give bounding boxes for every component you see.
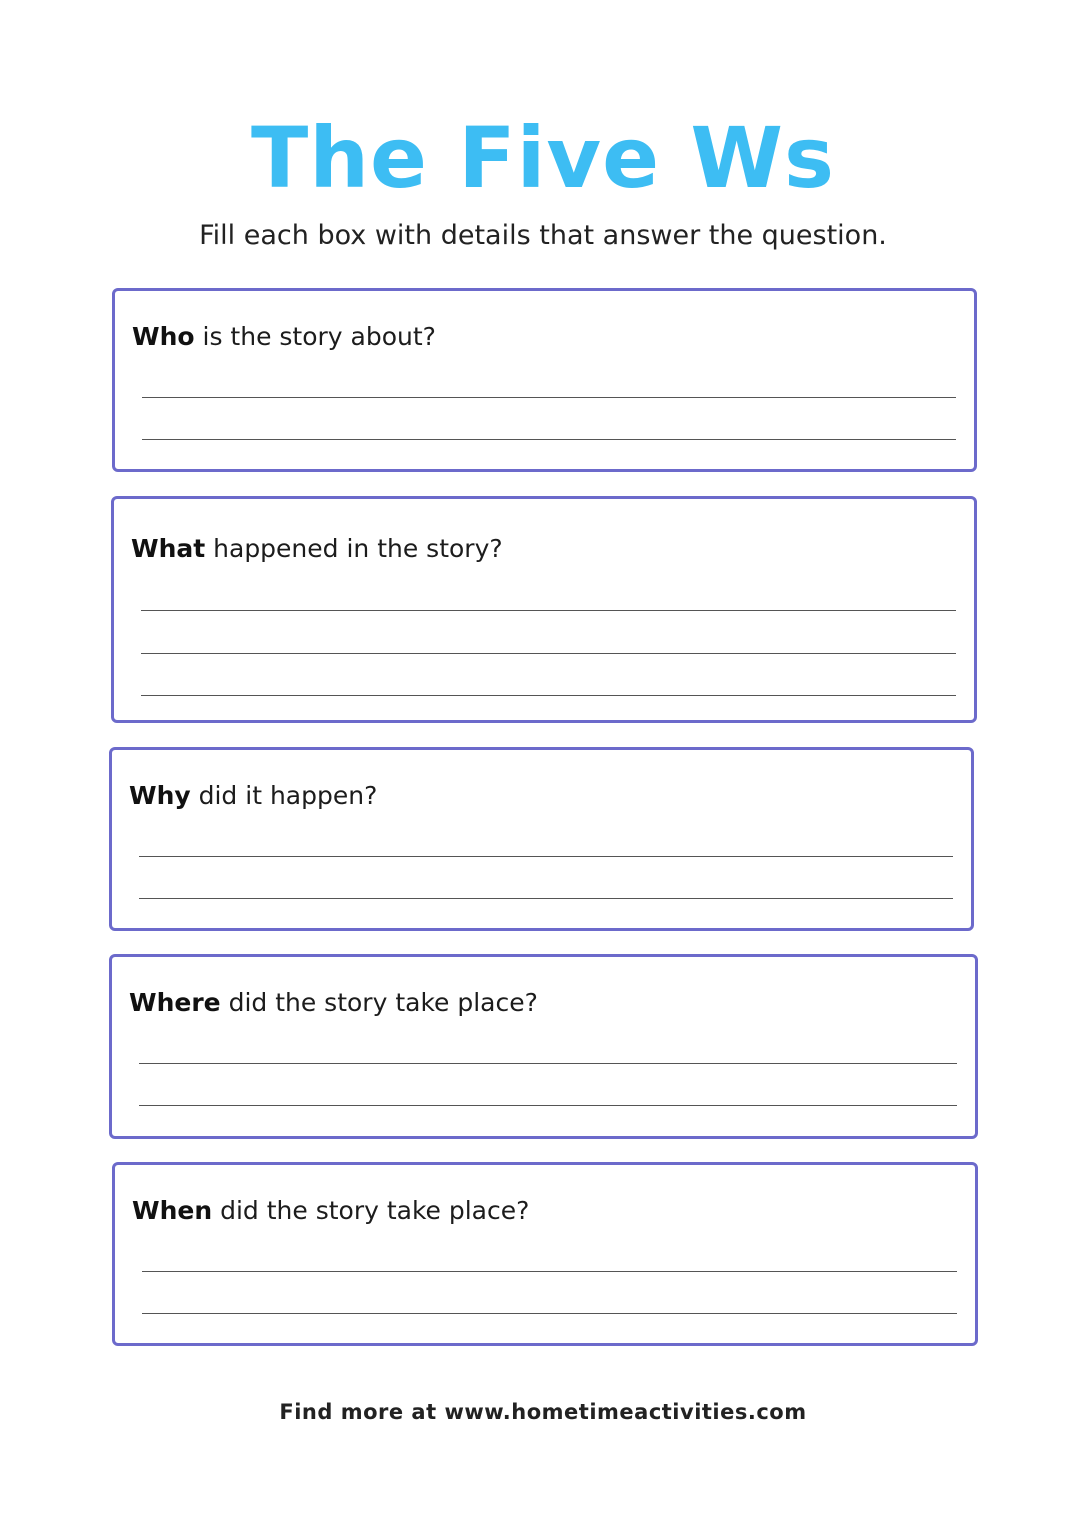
answer-line[interactable] [142,1313,957,1314]
answer-line[interactable] [142,439,956,440]
question-keyword: When [132,1196,213,1225]
question-keyword: Why [129,781,191,810]
answer-line[interactable] [141,610,956,611]
question-what [131,533,503,565]
answer-line[interactable] [141,695,956,696]
question-where [129,987,538,1019]
question-text: did it happen? [190,781,378,810]
question-box-why [109,747,974,931]
question-text: did the story take place? [220,988,538,1017]
instructions-text: Fill each box with details that answer the question. [199,220,887,251]
question-box-when [112,1162,978,1346]
question-text: did the story take place? [212,1196,530,1225]
answer-line[interactable] [142,1271,957,1272]
question-box-what [111,496,977,723]
footer-link-text: Find more at www.hometimeactivities.com [279,1400,807,1424]
answer-line[interactable] [139,856,953,857]
page-title: The Five Ws [250,109,836,207]
question-keyword: Where [129,988,221,1017]
answer-line[interactable] [142,397,956,398]
question-box-who [112,288,977,472]
question-box-where [109,954,978,1139]
question-when [132,1195,529,1227]
question-keyword: What [131,534,206,563]
answer-line[interactable] [139,898,953,899]
question-why [129,780,377,812]
question-text: happened in the story? [205,534,503,563]
answer-line[interactable] [141,653,956,654]
question-keyword: Who [132,322,195,351]
answer-line[interactable] [139,1105,957,1106]
answer-line[interactable] [139,1063,957,1064]
question-who [132,321,436,353]
question-text: is the story about? [194,322,436,351]
